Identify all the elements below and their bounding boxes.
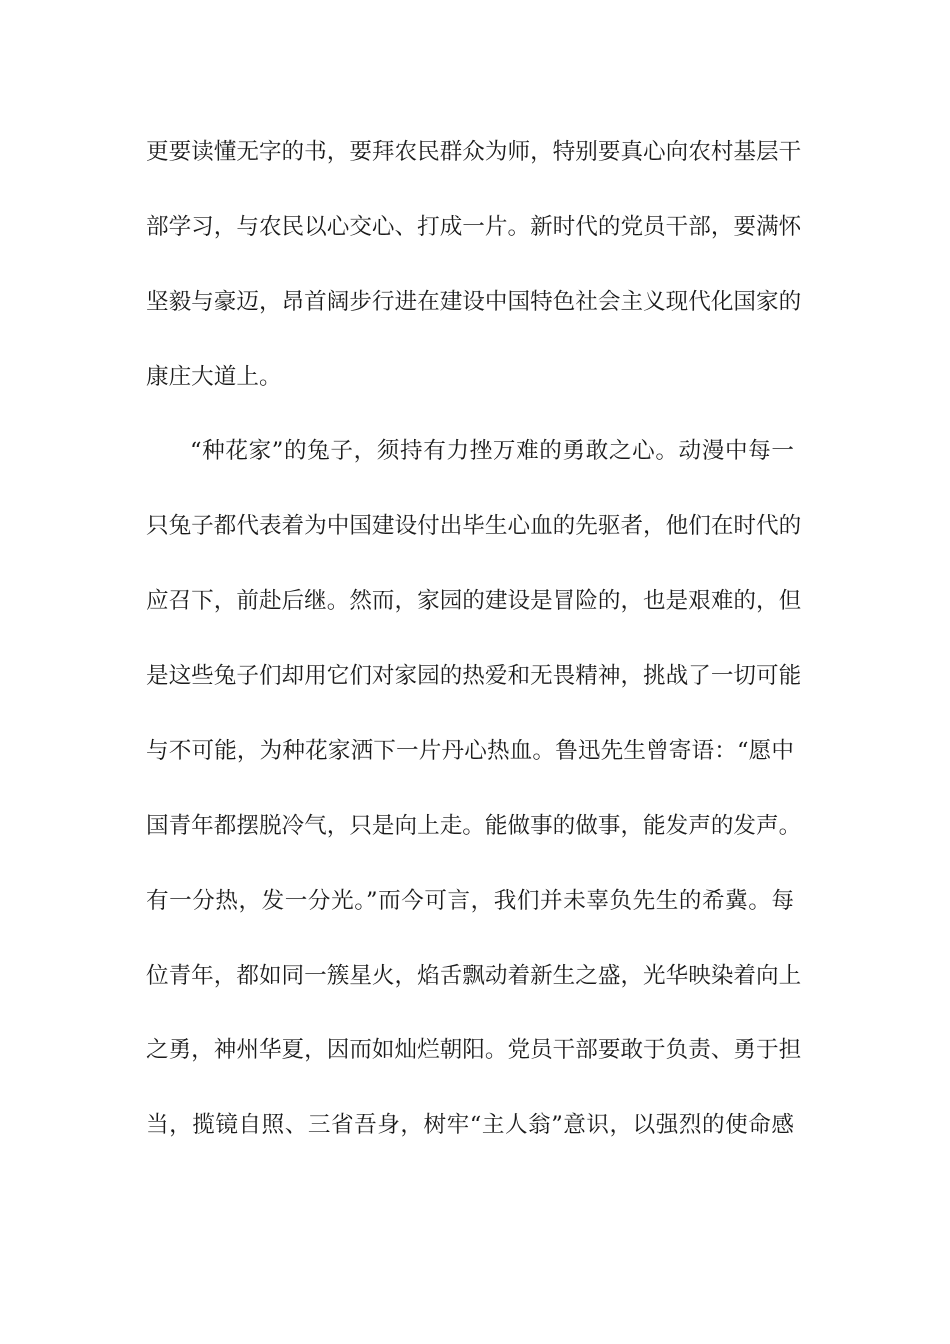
paragraph-1-line-1: 更要读懂无字的书，要拜农民群众为师，特别要真心向农村基层干 [146,139,802,165]
paragraph-2-line-4: 是这些兔子们却用它们对家园的热爱和无畏精神，挑战了一切可能 [146,663,802,689]
paragraph-2-line-1: “种花家”的兔子，须持有力挫万难的勇敢之心。动漫中每一 [190,438,794,464]
paragraph-2-line-6: 国青年都摆脱冷气，只是向上走。能做事的做事，能发声的发声。 [146,813,802,839]
paragraph-2-line-9: 之勇，神州华夏，因而如灿烂朝阳。党员干部要敢于负责、勇于担 [146,1037,802,1063]
paragraph-2-line-2: 只兔子都代表着为中国建设付出毕生心血的先驱者，他们在时代的 [146,513,802,539]
paragraph-1-line-4: 康庄大道上。 [146,364,282,390]
paragraph-2-line-3: 应召下，前赴后继。然而，家园的建设是冒险的，也是艰难的，但 [146,588,802,614]
paragraph-1-line-2: 部学习，与农民以心交心、打成一片。新时代的党员干部，要满怀 [146,214,802,240]
paragraph-2-line-10: 当，揽镜自照、三省吾身，树牢“主人翁”意识，以强烈的使命感 [146,1112,794,1138]
paragraph-2-line-8: 位青年，都如同一簇星火，焰舌飘动着新生之盛，光华映染着向上 [146,963,802,989]
paragraph-1-line-3: 坚毅与豪迈，昂首阔步行进在建设中国特色社会主义现代化国家的 [146,289,802,315]
paragraph-2-line-7: 有一分热，发一分光。”而今可言，我们并未辜负先生的希冀。每 [146,888,794,914]
paragraph-2-line-5: 与不可能，为种花家洒下一片丹心热血。鲁迅先生曾寄语：“愿中 [146,738,794,764]
